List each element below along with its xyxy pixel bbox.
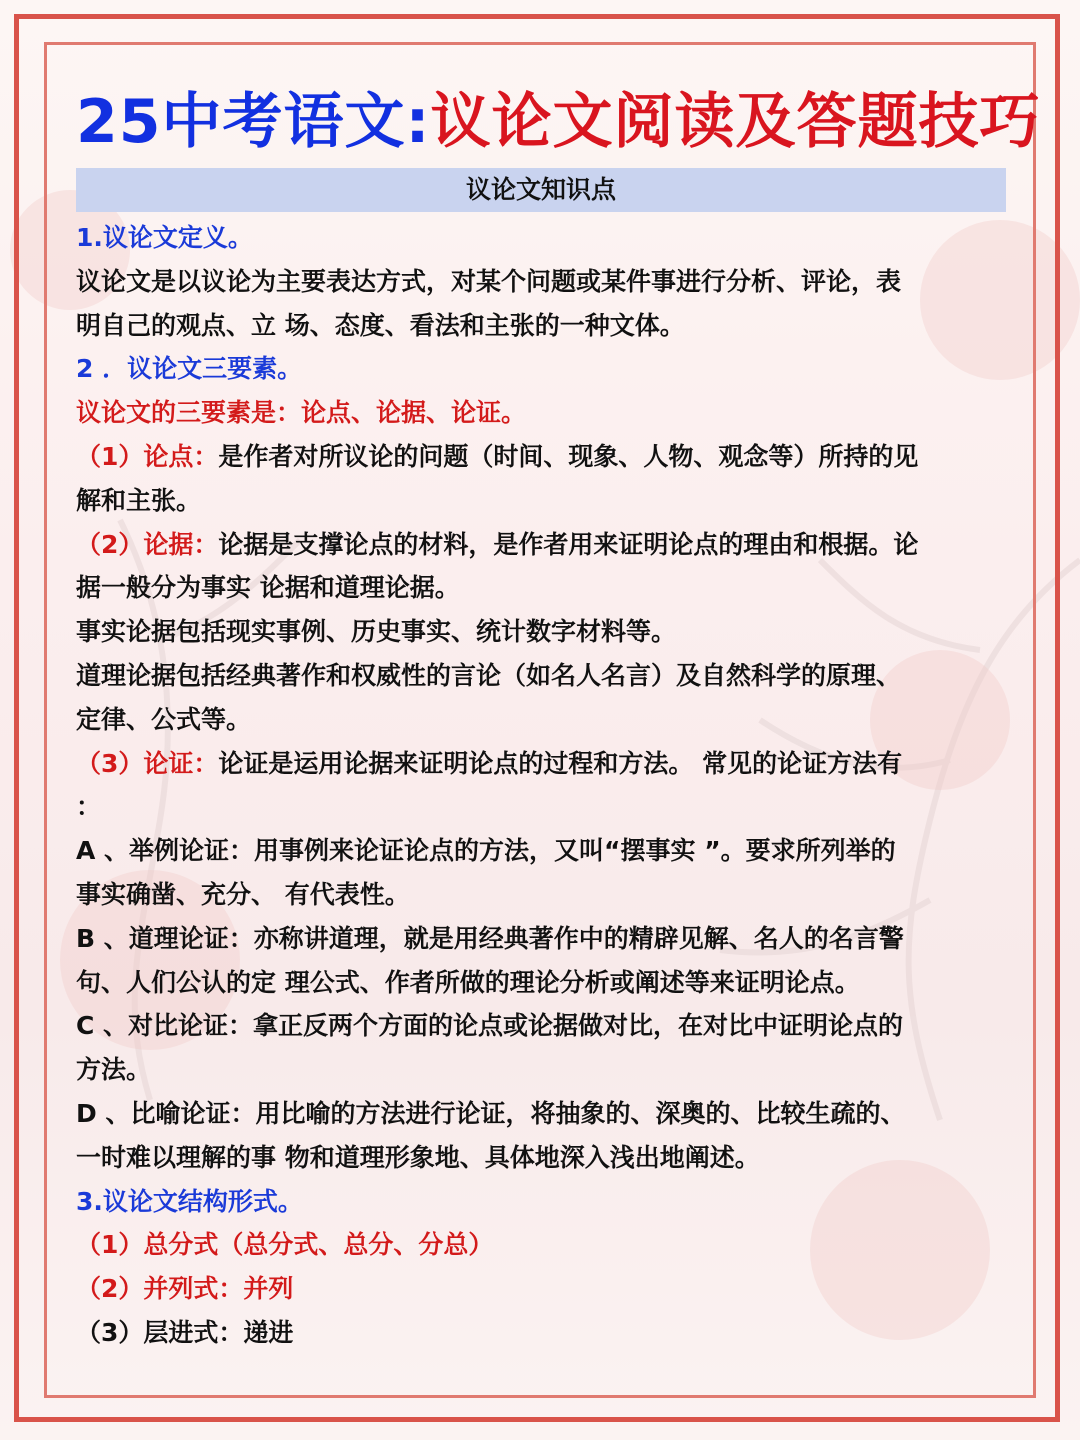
text-line	[76, 566, 1006, 610]
text-line	[76, 523, 1006, 567]
page-title	[76, 78, 1041, 166]
text-segment: 道理论据包括经典著作和权威性的言论（如名人名言）及自然科学的原理、	[76, 660, 902, 690]
text-segment: （1）论点：	[76, 441, 219, 471]
text-line	[76, 1223, 1006, 1267]
text-segment: （1）总分式（总分式、总分、分总）	[76, 1230, 494, 1260]
text-segment: （3）论证：	[76, 748, 219, 778]
text-segment: （2）论据：	[76, 529, 219, 559]
text-line	[76, 216, 1006, 260]
text-segment: 事实确凿、充分、 有代表性。	[76, 879, 410, 909]
text-segment: 定律、公式等。	[76, 704, 252, 734]
text-segment: ：	[76, 792, 102, 822]
text-line	[76, 698, 1006, 742]
text-segment: 一时难以理解的事 物和道理形象地、具体地深入浅出地阐述。	[76, 1142, 760, 1172]
text-segment: D 、比喻论证：用比喻的方法进行论证，将抽象的、深奥的、比较生疏的、	[76, 1098, 906, 1128]
text-line	[76, 1048, 1006, 1092]
title-part-blue: 25中考语文:	[76, 87, 431, 157]
text-segment: 解和主张。	[76, 485, 202, 515]
text-line	[76, 391, 1006, 435]
text-line	[76, 1311, 1006, 1355]
text-line	[76, 1180, 1006, 1224]
text-line	[76, 654, 1006, 698]
text-line	[76, 873, 1006, 917]
text-line	[76, 304, 1006, 348]
text-line	[76, 785, 1006, 829]
text-segment: A 、举例论证：用事例来论证论点的方法，又叫“摆事实 ”。要求所列举的	[76, 836, 896, 866]
text-line	[76, 1136, 1006, 1180]
text-segment: 事实论据包括现实事例、历史事实、统计数字材料等。	[76, 617, 677, 647]
text-line	[76, 961, 1006, 1005]
text-line	[76, 1267, 1006, 1311]
text-segment: 方法。	[76, 1055, 152, 1085]
text-line	[76, 260, 1006, 304]
text-segment: 议论文是以议论为主要表达方式，对某个问题或某件事进行分析、评论，表	[76, 266, 902, 296]
text-segment: （2）并列式：并列	[76, 1274, 294, 1304]
text-line	[76, 435, 1006, 479]
text-segment: （3）层进式：递进	[76, 1317, 294, 1347]
text-segment: 1.议论文定义。	[76, 223, 253, 252]
text-segment: 议论文的三要素是：论点、论据、论证。	[76, 398, 527, 428]
text-segment: 3.议论文结构形式。	[76, 1186, 303, 1216]
document-body	[76, 216, 1006, 1355]
text-line	[76, 829, 1006, 873]
text-segment: 论据是支撑论点的材料，是作者用来证明论点的理由和根据。论	[218, 529, 919, 559]
text-segment: C 、对比论证：拿正反两个方面的论点或论据做对比，在对比中证明论点的	[76, 1011, 904, 1041]
text-segment: 明自己的观点、立 场、态度、看法和主张的一种文体。	[76, 310, 685, 340]
section-heading-bar: 议论文知识点	[76, 168, 1006, 212]
title-part-red: 议论文阅读及答题技巧	[430, 87, 1041, 157]
text-line	[76, 347, 1006, 391]
text-segment: 句、人们公认的定 理公式、作者所做的理论分析或阐述等来证明论点。	[76, 967, 860, 997]
text-segment: 2 ．议论文三要素。	[76, 354, 303, 384]
text-segment: B 、道理论证：亦称讲道理，就是用经典著作中的精辟见解、名人的名言警	[76, 923, 904, 953]
text-line	[76, 742, 1006, 786]
text-segment: 论证是运用论据来证明论点的过程和方法。 常见的论证方法有	[218, 748, 903, 778]
text-line	[76, 610, 1006, 654]
document-content	[76, 78, 1041, 1355]
text-segment: 是作者对所议论的问题（时间、现象、人物、观念等）所持的见	[218, 441, 919, 471]
text-line	[76, 917, 1006, 961]
text-segment: 据一般分为事实 论据和道理论据。	[76, 573, 460, 603]
text-line	[76, 479, 1006, 523]
text-line	[76, 1004, 1006, 1048]
text-line	[76, 1092, 1006, 1136]
